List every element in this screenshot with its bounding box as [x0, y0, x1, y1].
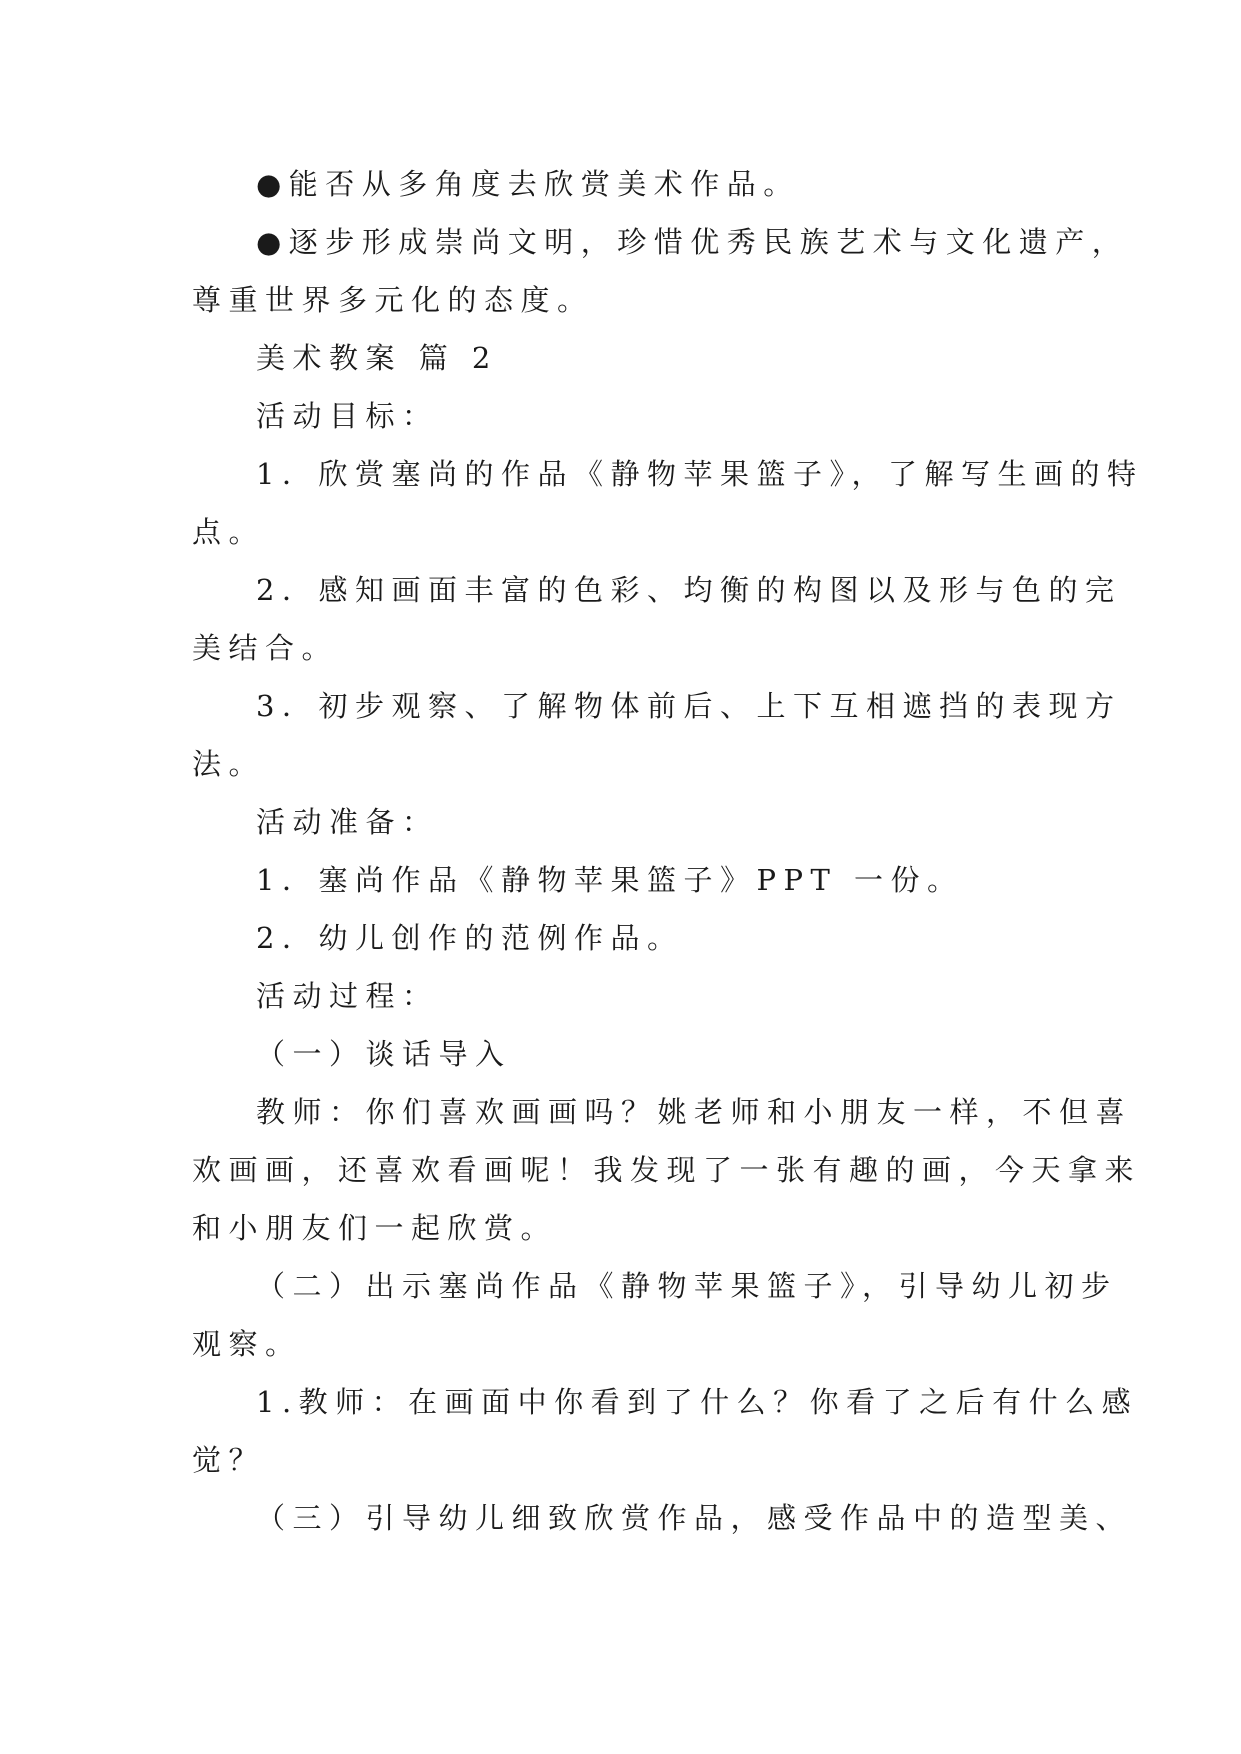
prep-item-2: 2．幼儿创作的范例作品。 — [256, 921, 684, 955]
prep-item-1: 1．塞尚作品《静物苹果篮子》PPT 一份。 — [256, 863, 964, 897]
paragraph-line: 法。 — [192, 747, 266, 781]
bullet-line-culture: ●逐步形成崇尚文明，珍惜优秀民族艺术与文化遗产， — [256, 225, 1129, 259]
paragraph-line: 教师：你们喜欢画画吗？姚老师和小朋友一样，不但喜 — [256, 1095, 1133, 1129]
paragraph-line: 觉？ — [192, 1443, 266, 1477]
paragraph-line: 观察。 — [192, 1327, 302, 1361]
paragraph-line: 和小朋友们一起欣赏。 — [192, 1211, 558, 1245]
goal-item-2: 2．感知画面丰富的色彩、均衡的构图以及形与色的完 — [256, 573, 1122, 607]
paragraph-line: 尊重世界多元化的态度。 — [192, 283, 594, 317]
goal-item-3: 3．初步观察、了解物体前后、上下互相遮挡的表现方 — [256, 689, 1122, 723]
paragraph-line: 欢画画，还喜欢看画呢！我发现了一张有趣的画，今天拿来 — [192, 1153, 1142, 1187]
goal-item-1: 1．欣赏塞尚的作品《静物苹果篮子》，了解写生画的特 — [256, 457, 1144, 491]
process-step-2: （二）出示塞尚作品《静物苹果篮子》，引导幼儿初步 — [256, 1269, 1118, 1303]
subheading-process: 活动过程： — [256, 979, 439, 1013]
paragraph-line: 美结合。 — [192, 631, 339, 665]
subheading-goals: 活动目标： — [256, 399, 439, 433]
bullet-line-appreciation: ●能否从多角度去欣赏美术作品。 — [256, 167, 800, 201]
section-title: 美术教案 篇 2 — [256, 341, 498, 375]
process-step-3: （三）引导幼儿细致欣赏作品，感受作品中的造型美、 — [256, 1501, 1133, 1535]
paragraph-line: 1.教师：在画面中你看到了什么？你看了之后有什么感 — [256, 1385, 1139, 1419]
subheading-preparation: 活动准备： — [256, 805, 439, 839]
paragraph-line: 点。 — [192, 515, 266, 549]
process-step-1: （一）谈话导入 — [256, 1037, 512, 1071]
